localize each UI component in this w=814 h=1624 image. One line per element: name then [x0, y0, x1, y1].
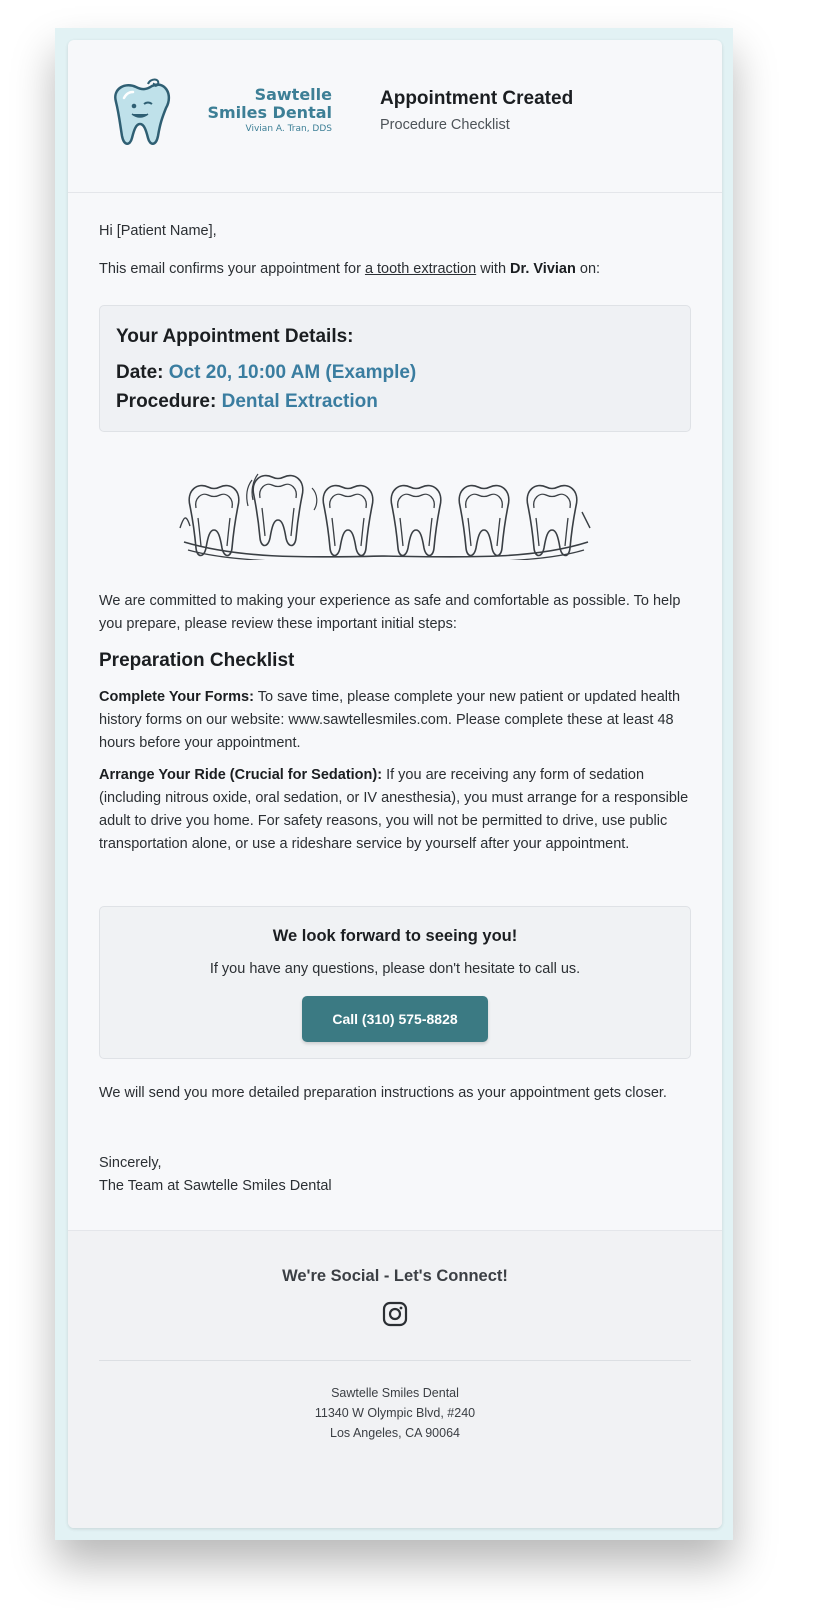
ride-text: If you are receiving any form of sedation (including nitrous oxide, oral sedation, or IV anesthesia), you must arrange for a responsible adult to drive you home. For safety reasons, you will not be permitted to drive, use public transportation alone, or use a rideshare service by yourself after your appointment. — [99, 767, 689, 852]
cta-subtext: If you have any questions, please don't hesitate to call us. — [209, 961, 581, 977]
date-value: Oct 20, 10:00 AM (Example) — [168, 362, 417, 383]
email-header — [68, 40, 722, 193]
confirm-prefix: This email confirms your appointment for — [99, 261, 365, 277]
details-heading: Your Appointment Details: — [116, 326, 354, 347]
confirm-with: with — [476, 261, 511, 277]
logo-wordmark — [188, 86, 332, 136]
procedure-link[interactable]: a tooth extraction — [364, 261, 477, 277]
confirm-suffix: on: — [575, 261, 601, 277]
sign-off: Sincerely, — [99, 1155, 162, 1171]
closing-text: We will send you more detailed preparation instructions as your appointment gets closer. — [99, 1085, 667, 1101]
details-date-row — [116, 362, 416, 384]
date-label: Date: — [116, 362, 169, 383]
logo-line-smiles-dental: Smiles Dental — [207, 103, 332, 122]
address-name: Sawtelle Smiles Dental — [331, 1386, 459, 1400]
address-street: 11340 W Olympic Blvd, #240 — [314, 1406, 476, 1420]
cta-heading: We look forward to seeing you! — [272, 927, 518, 945]
signature: The Team at Sawtelle Smiles Dental — [99, 1178, 332, 1194]
teeth-row-illustration — [178, 466, 592, 560]
instagram-icon[interactable] — [382, 1301, 408, 1327]
checklist-item-forms — [99, 686, 699, 755]
appointment-details-box — [99, 305, 691, 432]
contact-cta-box — [99, 906, 691, 1059]
tooth-mascot-icon — [108, 78, 172, 150]
email-footer — [68, 1230, 722, 1528]
clinic-logo — [108, 76, 332, 156]
checklist-title: Preparation Checklist — [99, 650, 295, 671]
email-subtitle: Procedure Checklist — [380, 117, 510, 133]
procedure-label: Procedure: — [116, 391, 222, 412]
forms-text: To save time, please complete your new patient or updated health history forms on our website: www.sawtellesmiles.com. Please complete these at least 48 hours before your appointment. — [99, 689, 681, 751]
checklist-item-ride — [99, 764, 699, 856]
details-procedure-row — [116, 391, 378, 413]
intro-text: We are committed to making your experience as safe and comfortable as possible. To help you prepare, please review these important initial steps: — [99, 593, 681, 632]
social-title: We're Social - Let's Connect! — [282, 1267, 508, 1285]
ride-label: Arrange Your Ride (Crucial for Sedation): — [99, 767, 383, 783]
footer-divider — [99, 1360, 691, 1361]
procedure-value: Dental Extraction — [221, 391, 378, 412]
email-card — [68, 40, 722, 1528]
address-city: Los Angeles, CA 90064 — [330, 1426, 460, 1440]
logo-line-sawtelle: Sawtelle — [254, 85, 332, 104]
forms-label: Complete Your Forms: — [99, 689, 254, 705]
doctor-name: Dr. Vivian — [510, 261, 576, 277]
confirmation-text — [99, 258, 699, 281]
logo-line-doctor: Vivian A. Tran, DDS — [245, 124, 332, 134]
email-title: Appointment Created — [380, 88, 574, 109]
call-button[interactable]: Call (310) 575-8828 — [302, 996, 488, 1042]
greeting: Hi [Patient Name], — [99, 223, 217, 239]
